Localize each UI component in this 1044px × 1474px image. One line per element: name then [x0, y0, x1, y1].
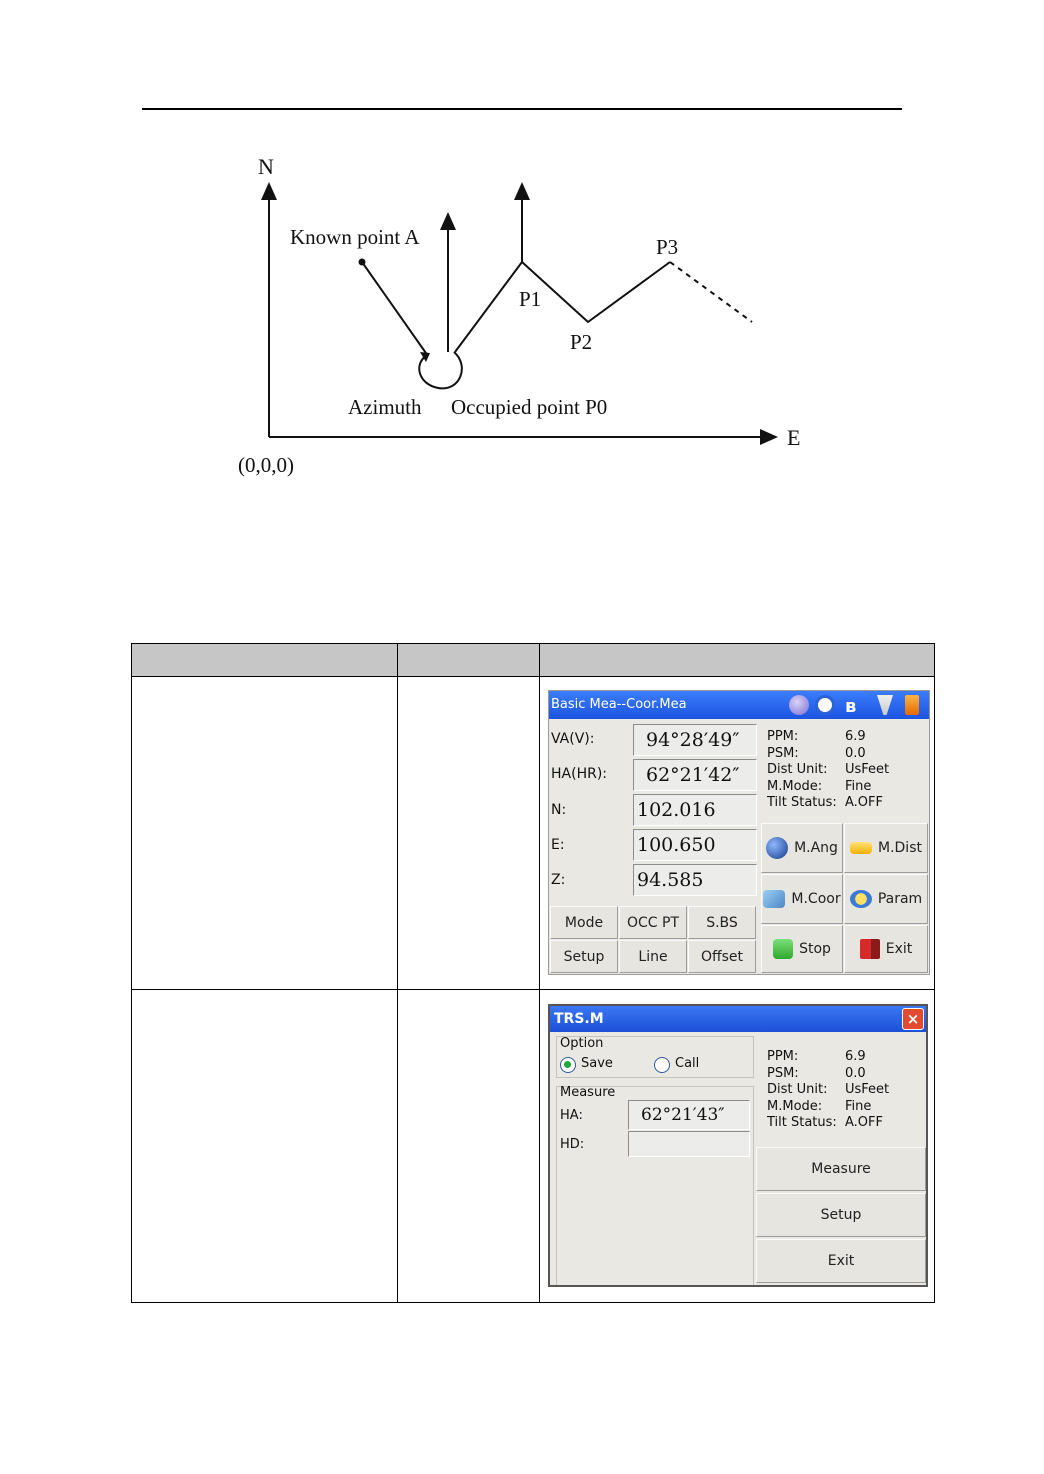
- s-bs-button[interactable]: S.BS: [688, 906, 756, 939]
- trs-m-screen: [548, 1004, 928, 1287]
- info-row: M.Mode: Fine: [767, 778, 872, 794]
- m-ang-button[interactable]: M.Ang: [761, 823, 843, 873]
- option-label: Option: [560, 1036, 604, 1051]
- ruler-icon: [850, 842, 872, 854]
- screen1-titlebar: [549, 691, 929, 719]
- m-coor-button[interactable]: M.Coor: [761, 874, 843, 924]
- battery-icon: [905, 695, 919, 715]
- screen1-info-panel: [767, 729, 889, 812]
- header-cell-1: [132, 644, 398, 677]
- settings-icon: [850, 890, 872, 908]
- signal-icon: [877, 695, 893, 715]
- param-button[interactable]: Param: [844, 874, 928, 924]
- exit-icon: [860, 939, 880, 959]
- timer-icon[interactable]: [789, 695, 809, 715]
- info-row: Tilt Status: A.OFF: [767, 795, 883, 810]
- occ-pt-button[interactable]: OCC PT: [619, 906, 687, 939]
- va-label: VA(V):: [551, 731, 595, 747]
- hd-value: [628, 1131, 750, 1157]
- stop-icon: [773, 939, 793, 959]
- z-label: Z:: [551, 872, 566, 888]
- ha-label: HA(HR):: [551, 766, 607, 782]
- e-value: 100.650: [633, 829, 757, 861]
- screen2-info-panel: [767, 1049, 889, 1132]
- stop-button[interactable]: Stop: [761, 925, 843, 973]
- setup-button-2[interactable]: Setup: [756, 1193, 926, 1237]
- line-a-p0: [362, 262, 428, 356]
- ha-value: 62°21′42″: [633, 759, 757, 791]
- header-cell-2: [398, 644, 540, 677]
- traverse-continuation: [670, 262, 752, 322]
- header-cell-3: [540, 644, 935, 677]
- table-cell: [132, 677, 398, 990]
- north-label: N: [258, 154, 274, 179]
- p3-label: P3: [656, 235, 679, 259]
- offset-button[interactable]: Offset: [688, 940, 756, 973]
- coor-measure-screen: [548, 690, 930, 975]
- azimuth-label: Azimuth: [348, 395, 422, 419]
- call-radio[interactable]: [654, 1057, 670, 1073]
- ha-value-2: 62°21′43″: [628, 1100, 750, 1130]
- m-dist-button[interactable]: M.Dist: [844, 823, 928, 873]
- info-row: PSM: 0.0: [767, 745, 866, 761]
- z-value: 94.585: [633, 864, 757, 896]
- info-row: PPM: 6.9: [767, 729, 866, 744]
- info-row: PSM: 0.0: [767, 1065, 866, 1081]
- call-label: Call: [675, 1056, 700, 1071]
- occupied-point-label: Occupied point P0: [451, 395, 608, 419]
- globe-icon: [766, 837, 788, 859]
- table-header-row: [132, 644, 935, 677]
- n-value: 102.016: [633, 794, 757, 826]
- setup-button[interactable]: Setup: [550, 940, 618, 973]
- bluetooth-icon[interactable]: ʙ: [845, 696, 857, 717]
- info-row: M.Mode: Fine: [767, 1098, 872, 1114]
- n-label: N:: [551, 802, 567, 818]
- gear-icon[interactable]: [815, 695, 835, 715]
- traverse-diagram: [0, 0, 1044, 500]
- info-row: PPM: 6.9: [767, 1049, 866, 1064]
- table-cell: [398, 677, 540, 990]
- screen2-title: TRS.M: [554, 1011, 604, 1027]
- p1-label: P1: [519, 287, 542, 311]
- traverse-line: [455, 262, 670, 352]
- hd-label: HD:: [560, 1137, 585, 1152]
- mode-button[interactable]: Mode: [550, 906, 618, 939]
- e-label: E:: [551, 837, 565, 853]
- coordinate-icon: [763, 890, 785, 908]
- known-point-label: Known point A: [290, 225, 420, 249]
- close-icon[interactable]: ×: [902, 1008, 924, 1030]
- exit-button[interactable]: Exit: [844, 925, 928, 973]
- ha-label-2: HA:: [560, 1108, 583, 1123]
- save-label: Save: [581, 1056, 613, 1071]
- table-cell: [398, 990, 540, 1303]
- screen2-titlebar: [550, 1006, 926, 1032]
- p2-label: P2: [570, 330, 593, 354]
- save-radio[interactable]: [560, 1057, 576, 1073]
- va-value: 94°28′49″: [633, 724, 757, 756]
- table-cell: [132, 990, 398, 1303]
- info-row: Dist Unit: UsFeet: [767, 762, 890, 777]
- exit-button-2[interactable]: Exit: [756, 1239, 926, 1283]
- east-label: E: [787, 425, 801, 450]
- line-button[interactable]: Line: [619, 940, 687, 973]
- origin-label: (0,0,0): [238, 453, 294, 477]
- measure-button[interactable]: Measure: [756, 1147, 926, 1191]
- measure-label: Measure: [560, 1085, 616, 1100]
- info-row: Dist Unit: UsFeet: [767, 1082, 890, 1097]
- screen1-title: Basic Mea--Coor.Mea: [551, 697, 687, 712]
- info-row: Tilt Status: A.OFF: [767, 1115, 883, 1130]
